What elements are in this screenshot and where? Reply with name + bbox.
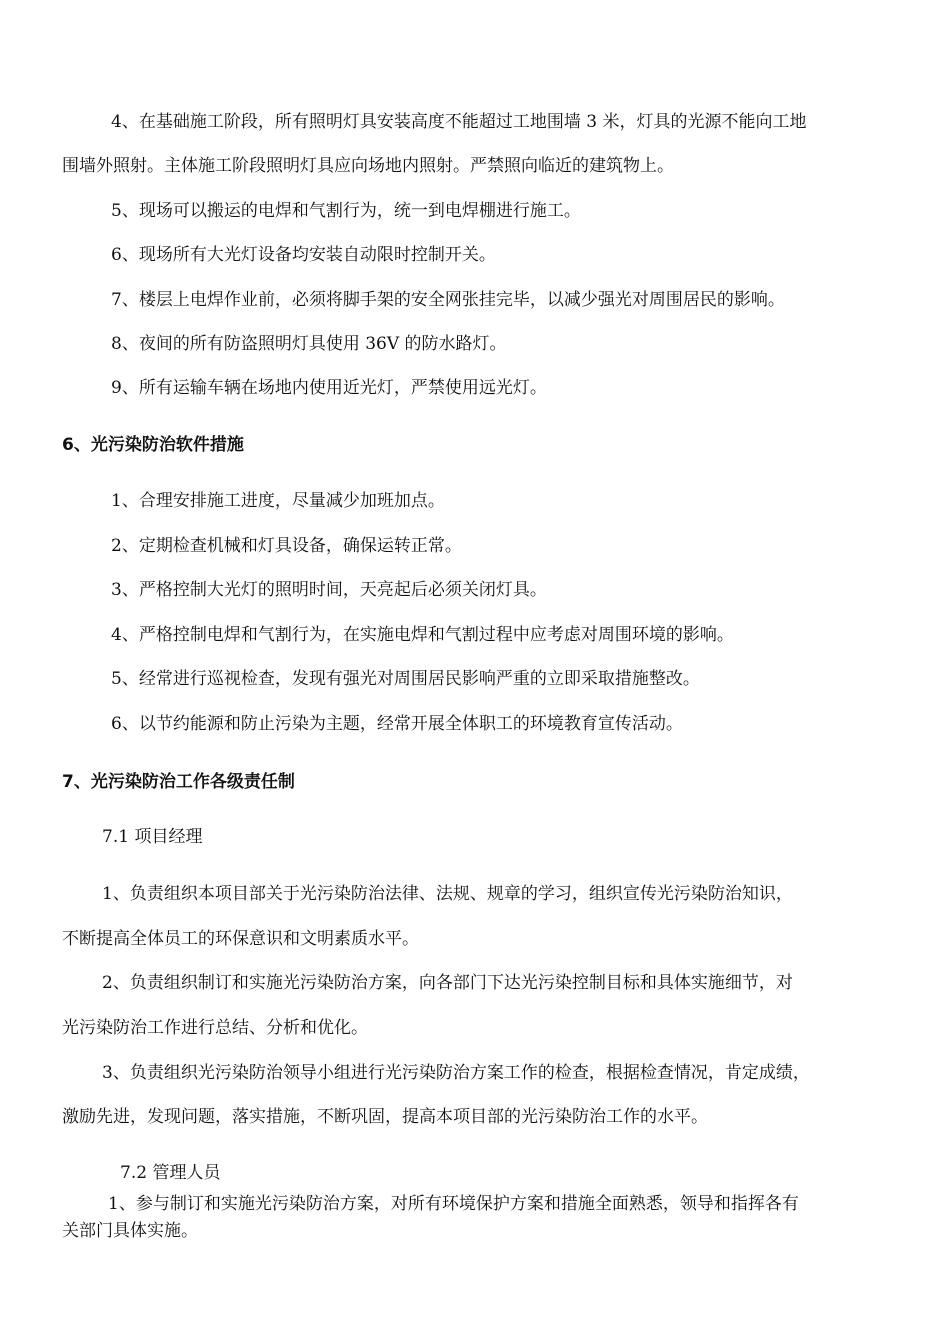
list-item: 3、严格控制大光灯的照明时间，天亮起后必须关闭灯具。 — [111, 580, 547, 600]
paragraph-line: 9、所有运输车辆在场地内使用近光灯，严禁使用远光灯。 — [111, 378, 547, 398]
section-heading: 7、光污染防治工作各级责任制 — [62, 772, 295, 792]
subsection-title: 7.2 管理人员 — [120, 1163, 221, 1183]
section-heading: 6、光污染防治软件措施 — [62, 435, 244, 455]
paragraph-line: 2、负责组织制订和实施光污染防治方案，向各部门下达光污染控制目标和具体实施细节，对 — [102, 973, 793, 993]
paragraph-line: 不断提高全体员工的环保意识和文明素质水平。 — [62, 929, 419, 949]
list-item: 5、经常进行巡视检查，发现有强光对周围居民影响严重的立即采取措施整改。 — [111, 669, 700, 689]
paragraph-line: 4、在基础施工阶段，所有照明灯具安装高度不能超过工地围墙 3 米，灯具的光源不能向工地 — [111, 112, 807, 132]
list-item: 6、以节约能源和防止污染为主题，经常开展全体职工的环境教育宣传活动。 — [111, 714, 683, 734]
list-item: 2、定期检查机械和灯具设备，确保运转正常。 — [111, 536, 462, 556]
subsection-title: 7.1 项目经理 — [102, 827, 203, 847]
paragraph-line: 关部门具体实施。 — [62, 1221, 198, 1241]
paragraph-line: 围墙外照射。主体施工阶段照明灯具应向场地内照射。严禁照向临近的建筑物上。 — [62, 156, 674, 176]
list-item: 1、合理安排施工进度，尽量减少加班加点。 — [111, 491, 445, 511]
paragraph-line: 激励先进，发现问题，落实措施，不断巩固，提高本项目部的光污染防治工作的水平。 — [62, 1107, 708, 1127]
paragraph-line: 3、负责组织光污染防治领导小组进行光污染防治方案工作的检查，根据检查情况，肯定成绩， — [102, 1063, 810, 1083]
paragraph-line: 5、现场可以搬运的电焊和气割行为，统一到电焊棚进行施工。 — [111, 201, 581, 221]
paragraph-line: 6、现场所有大光灯设备均安装自动限时控制开关。 — [111, 245, 496, 265]
paragraph-line: 8、夜间的所有防盗照明灯具使用 36V 的防水路灯。 — [111, 334, 507, 354]
paragraph-line: 光污染防治工作进行总结、分析和优化。 — [62, 1018, 368, 1038]
paragraph-line: 1、负责组织本项目部关于光污染防治法律、法规、规章的学习，组织宣传光污染防治知识， — [102, 884, 793, 904]
paragraph-line: 1、参与制订和实施光污染防治方案，对所有环境保护方案和措施全面熟悉，领导和指挥各有 — [108, 1194, 799, 1214]
paragraph-line: 7、楼层上电焊作业前，必须将脚手架的安全网张挂完毕，以减少强光对周围居民的影响。 — [111, 290, 785, 310]
list-item: 4、严格控制电焊和气割行为，在实施电焊和气割过程中应考虑对周围环境的影响。 — [111, 625, 734, 645]
